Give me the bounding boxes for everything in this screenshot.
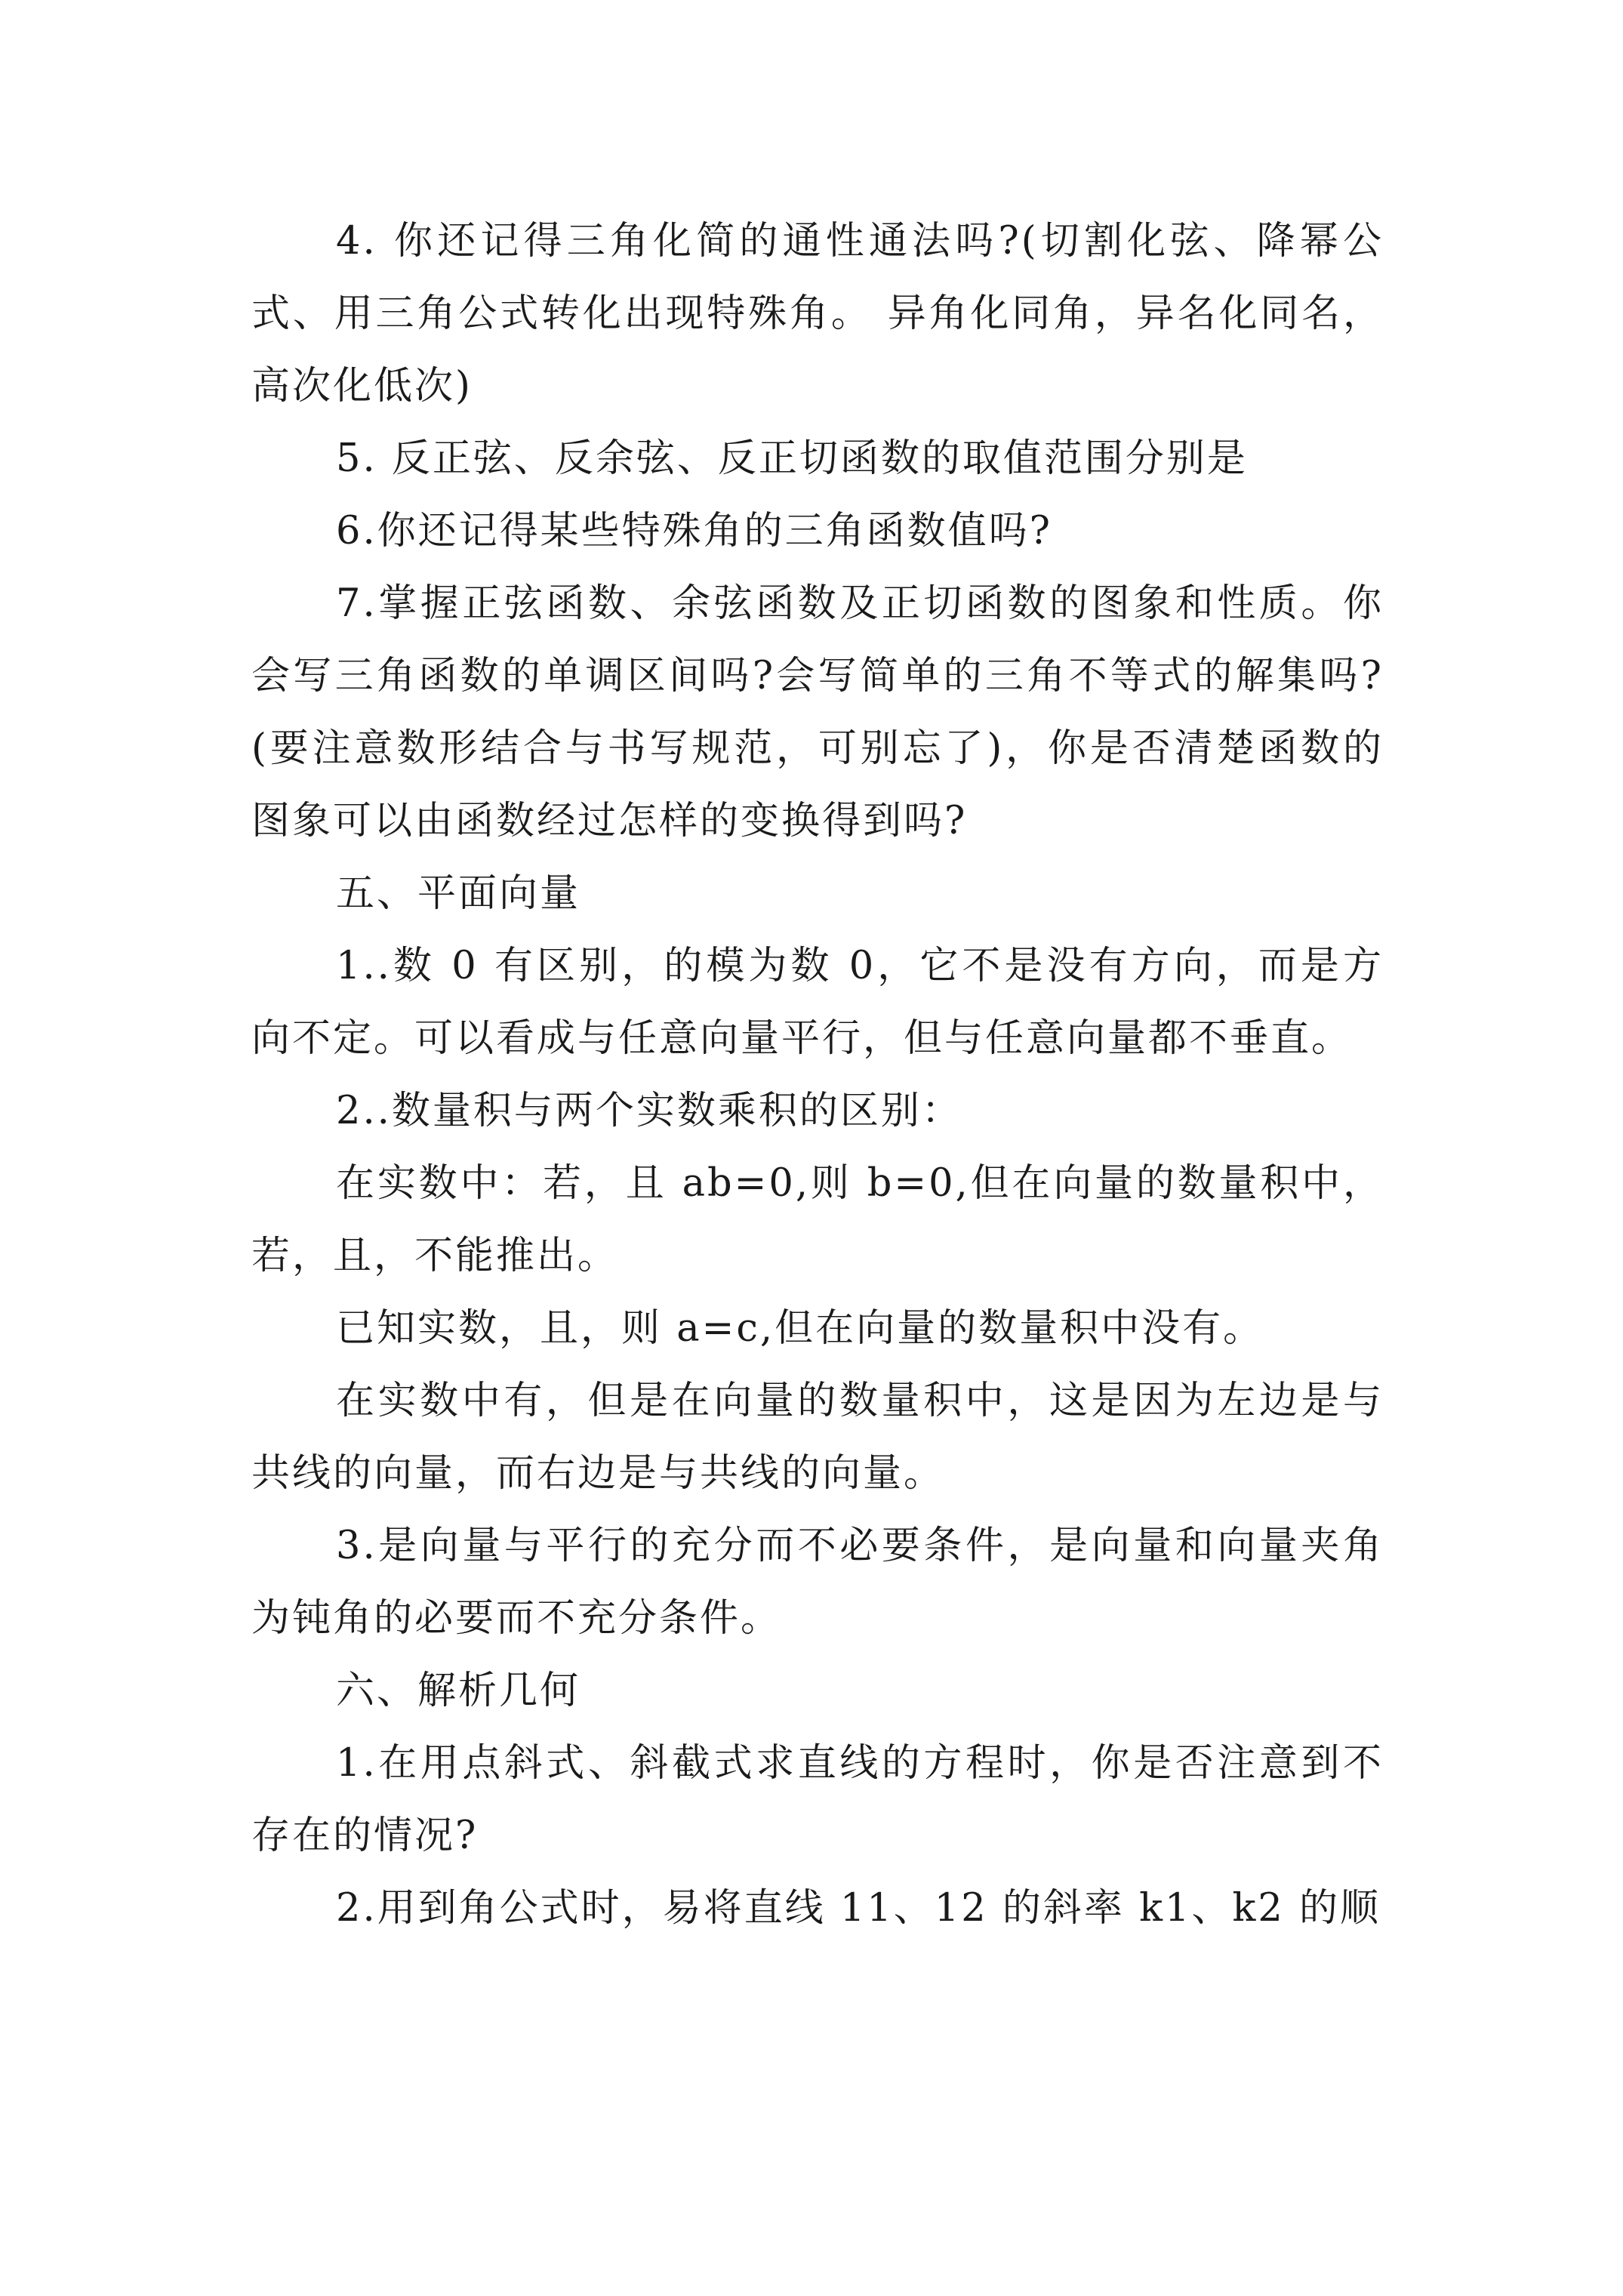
section-heading-plane-vectors: 五、平面向量 [336,871,581,916]
paragraph-trig-graphs: 7.掌握正弦函数、余弦函数及正切函数的图象和性质。你会写三角函数的单调区间吗?会写简单的三角不等式的解集吗?(要注意数形结合与书写规范，可别忘了)，你是否清楚函数的图象可以由函数经过怎样的变换得到吗? [251,581,1384,843]
document-body [251,205,1384,1945]
paragraph-special-angle-values: 6.你还记得某些特殊角的三角函数值吗? [336,509,1053,553]
paragraph-trig-simplification: 4. 你还记得三角化简的通性通法吗?(切割化弦、降幂公式、用三角公式转化出现特殊角。 异角化同角，异名化同名，高次化低次) [251,219,1384,408]
paragraph-real-number-case-1: 在实数中：若，且 ab=0,则 b=0,但在向量的数量积中，若，且，不能推出。 [251,1161,1384,1278]
section-heading-analytic-geometry: 六、解析几何 [336,1669,581,1713]
paragraph-vector-conditions: 3.是向量与平行的充分而不必要条件，是向量和向量夹角为钝角的必要而不充分条件。 [251,1524,1384,1641]
paragraph-angle-formula: 2.用到角公式时，易将直线 11、12 的斜率 k1、k2 的顺 [336,1886,1381,1931]
paragraph-dot-product-difference: 2..数量积与两个实数乘积的区别： [336,1089,962,1133]
paragraph-line-equation: 1.在用点斜式、斜截式求直线的方程时，你是否注意到不存在的情况? [251,1741,1384,1858]
paragraph-real-number-case-2: 已知实数，且，则 a=c,但在向量的数量积中没有。 [336,1306,1264,1351]
paragraph-inverse-trig-range: 5. 反正弦、反余弦、反正切函数的取值范围分别是 [336,436,1248,481]
paragraph-zero-vector: 1..数 0 有区别，的模为数 0，它不是没有方向，而是方向不定。可以看成与任意向量平行，但与任意向量都不垂直。 [251,944,1384,1061]
paragraph-real-number-case-3: 在实数中有，但是在向量的数量积中，这是因为左边是与共线的向量，而右边是与共线的向量。 [251,1379,1384,1496]
